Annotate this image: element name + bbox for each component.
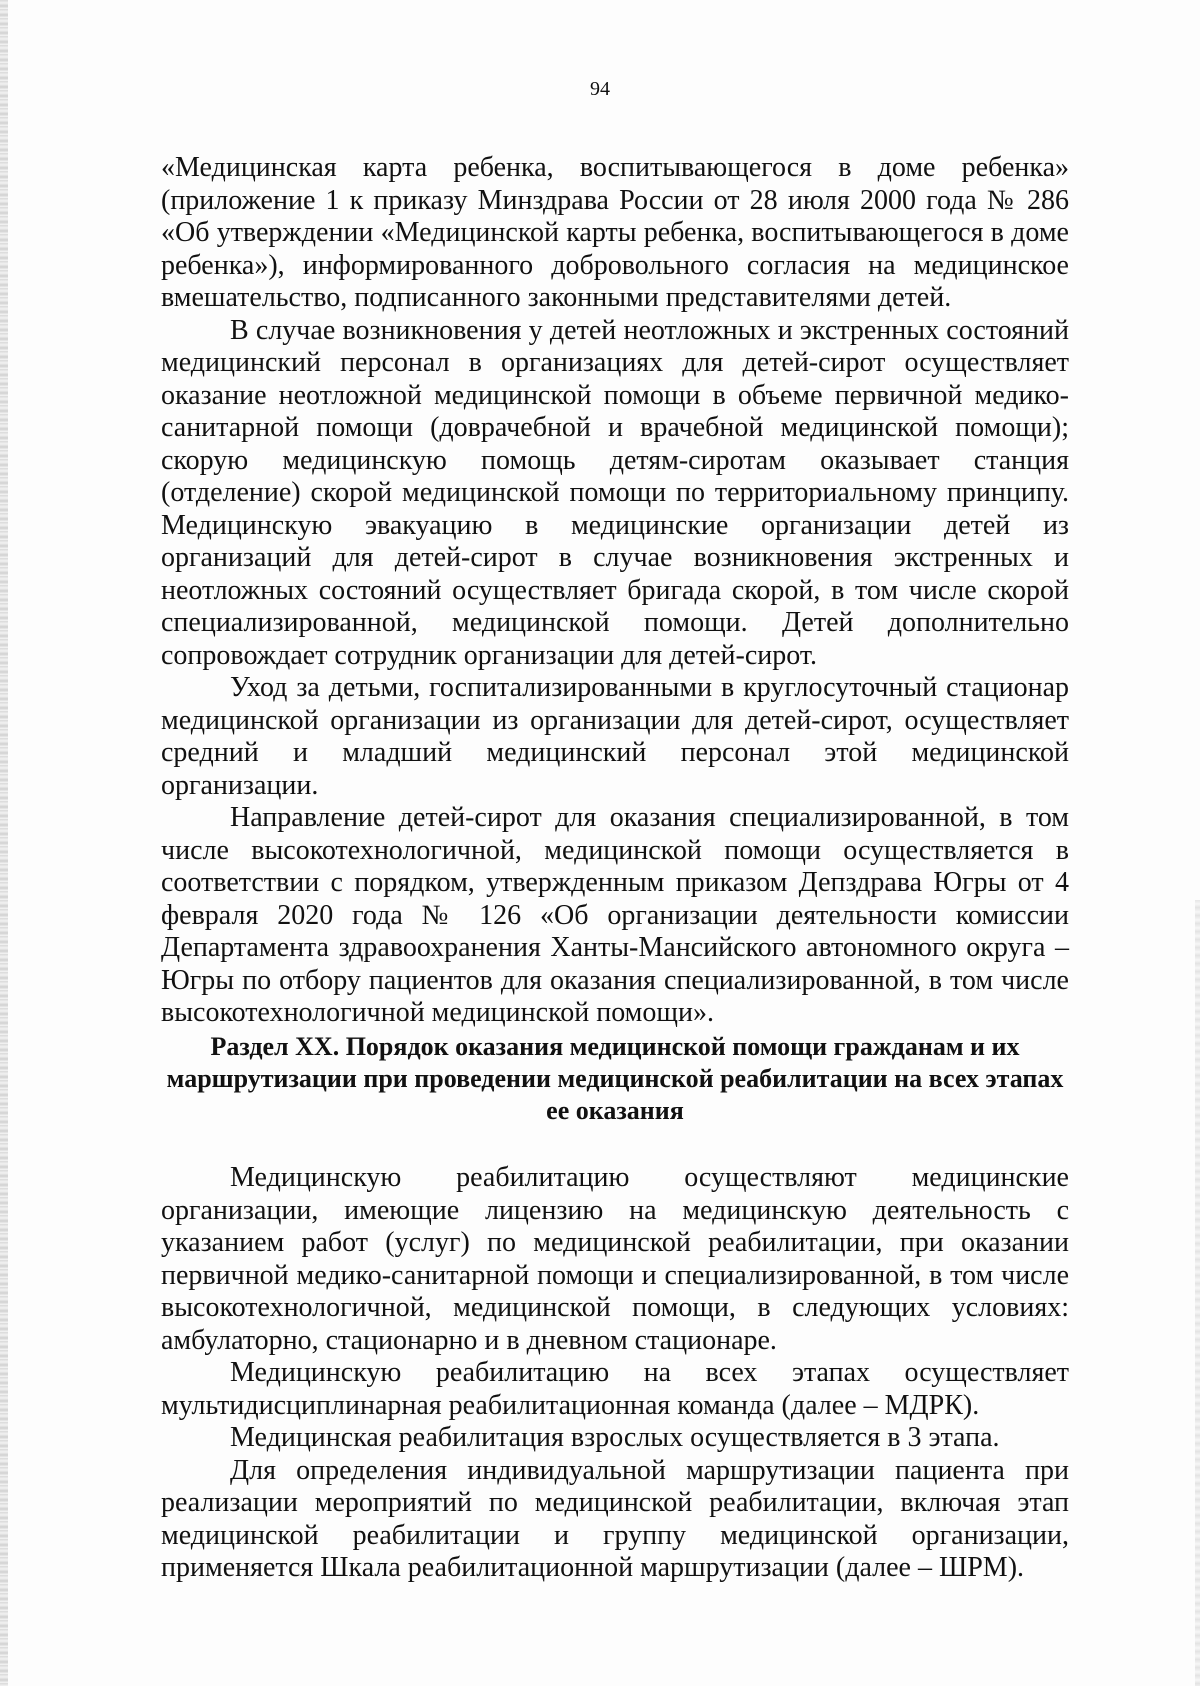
paragraph: Уход за детьми, госпитализированными в круглосуточный стационар медицинской организации из организации для детей-сирот, осуществляет средний и младший медицинский персонал этой медицинской организации. [161,672,1069,801]
paragraph: Медицинская реабилитация взрослых осуществляется в 3 этапа. [230,1422,1000,1453]
body-text-top [161,152,1069,1030]
body-text-bottom [161,1162,1069,1585]
paragraph: Для определения индивидуальной маршрутизации пациента при реализации мероприятий по медицинской реабилитации, включая этап медицинской реабилитации и группу медицинской организации, применяется Шкала реабилитационной маршрутизации (далее – ШРМ). [161,1454,1069,1583]
scan-edge-left [0,0,8,1686]
paragraph: «Медицинская карта ребенка, воспитывающегося в доме ребенка» (приложение 1 к приказу Минздрава России от 28 июля 2000 года № 286 «Об утверждении «Медицинской карты ребенка, воспитывающегося в доме ребенка»), информированного добровольного согласия на медицинское вмешательство, подписанного законными представителями детей. [161,152,1069,313]
section-heading: Раздел XX. Порядок оказания медицинской помощи гражданам и их маршрутизации при проведении медицинской реабилитации на всех этапах ее оказания [166,1032,1064,1125]
paragraph: Направление детей-сирот для оказания специализированной, в том числе высокотехнологичной, медицинской помощи осуществляется в соответствии с порядком, утвержденным приказом Депздрава Югры от 4 февраля 2020 года № 126 «Об организации деятельности комиссии Департамента здравоохранения Ханты-Мансийского автономного округа – Югры по отбору пациентов для оказания специализированной, в том числе высокотехнологичной медицинской помощи». [161,802,1069,1028]
paragraph: Медицинскую реабилитацию на всех этапах осуществляет мультидисциплинарная реабилитационная команда (далее – МДРК). [161,1357,1069,1421]
scan-edge-right [1195,900,1200,1686]
page-number: 94 [590,78,610,100]
paragraph: Медицинскую реабилитацию осуществляют медицинские организации, имеющие лицензию на медицинскую деятельность с указанием работ (услуг) по медицинской реабилитации, при оказании первичной медико-санитарной помощи и специализированной, в том числе высокотехнологичной, медицинской помощи, в следующих условиях: амбулаторно, стационарно и в дневном стационаре. [161,1162,1069,1356]
paragraph: В случае возникновения у детей неотложных и экстренных состояний медицинский персонал в организациях для детей-сирот осуществляет оказание неотложной медицинской помощи в объеме первичной медико-санитарной помощи (доврачебной и врачебной медицинской помощи); скорую медицинскую помощь детям-сиротам оказывает станция (отделение) скорой медицинской помощи по территориальному принципу. Медицинскую эвакуацию в медицинские организации детей из организаций для детей-сирот в случае возникновения экстренных и неотложных состояний осуществляет бригада скорой, в том числе скорой специализированной, медицинской помощи. Детей дополнительно сопровождает сотрудник организации для детей-сирот. [161,314,1069,671]
